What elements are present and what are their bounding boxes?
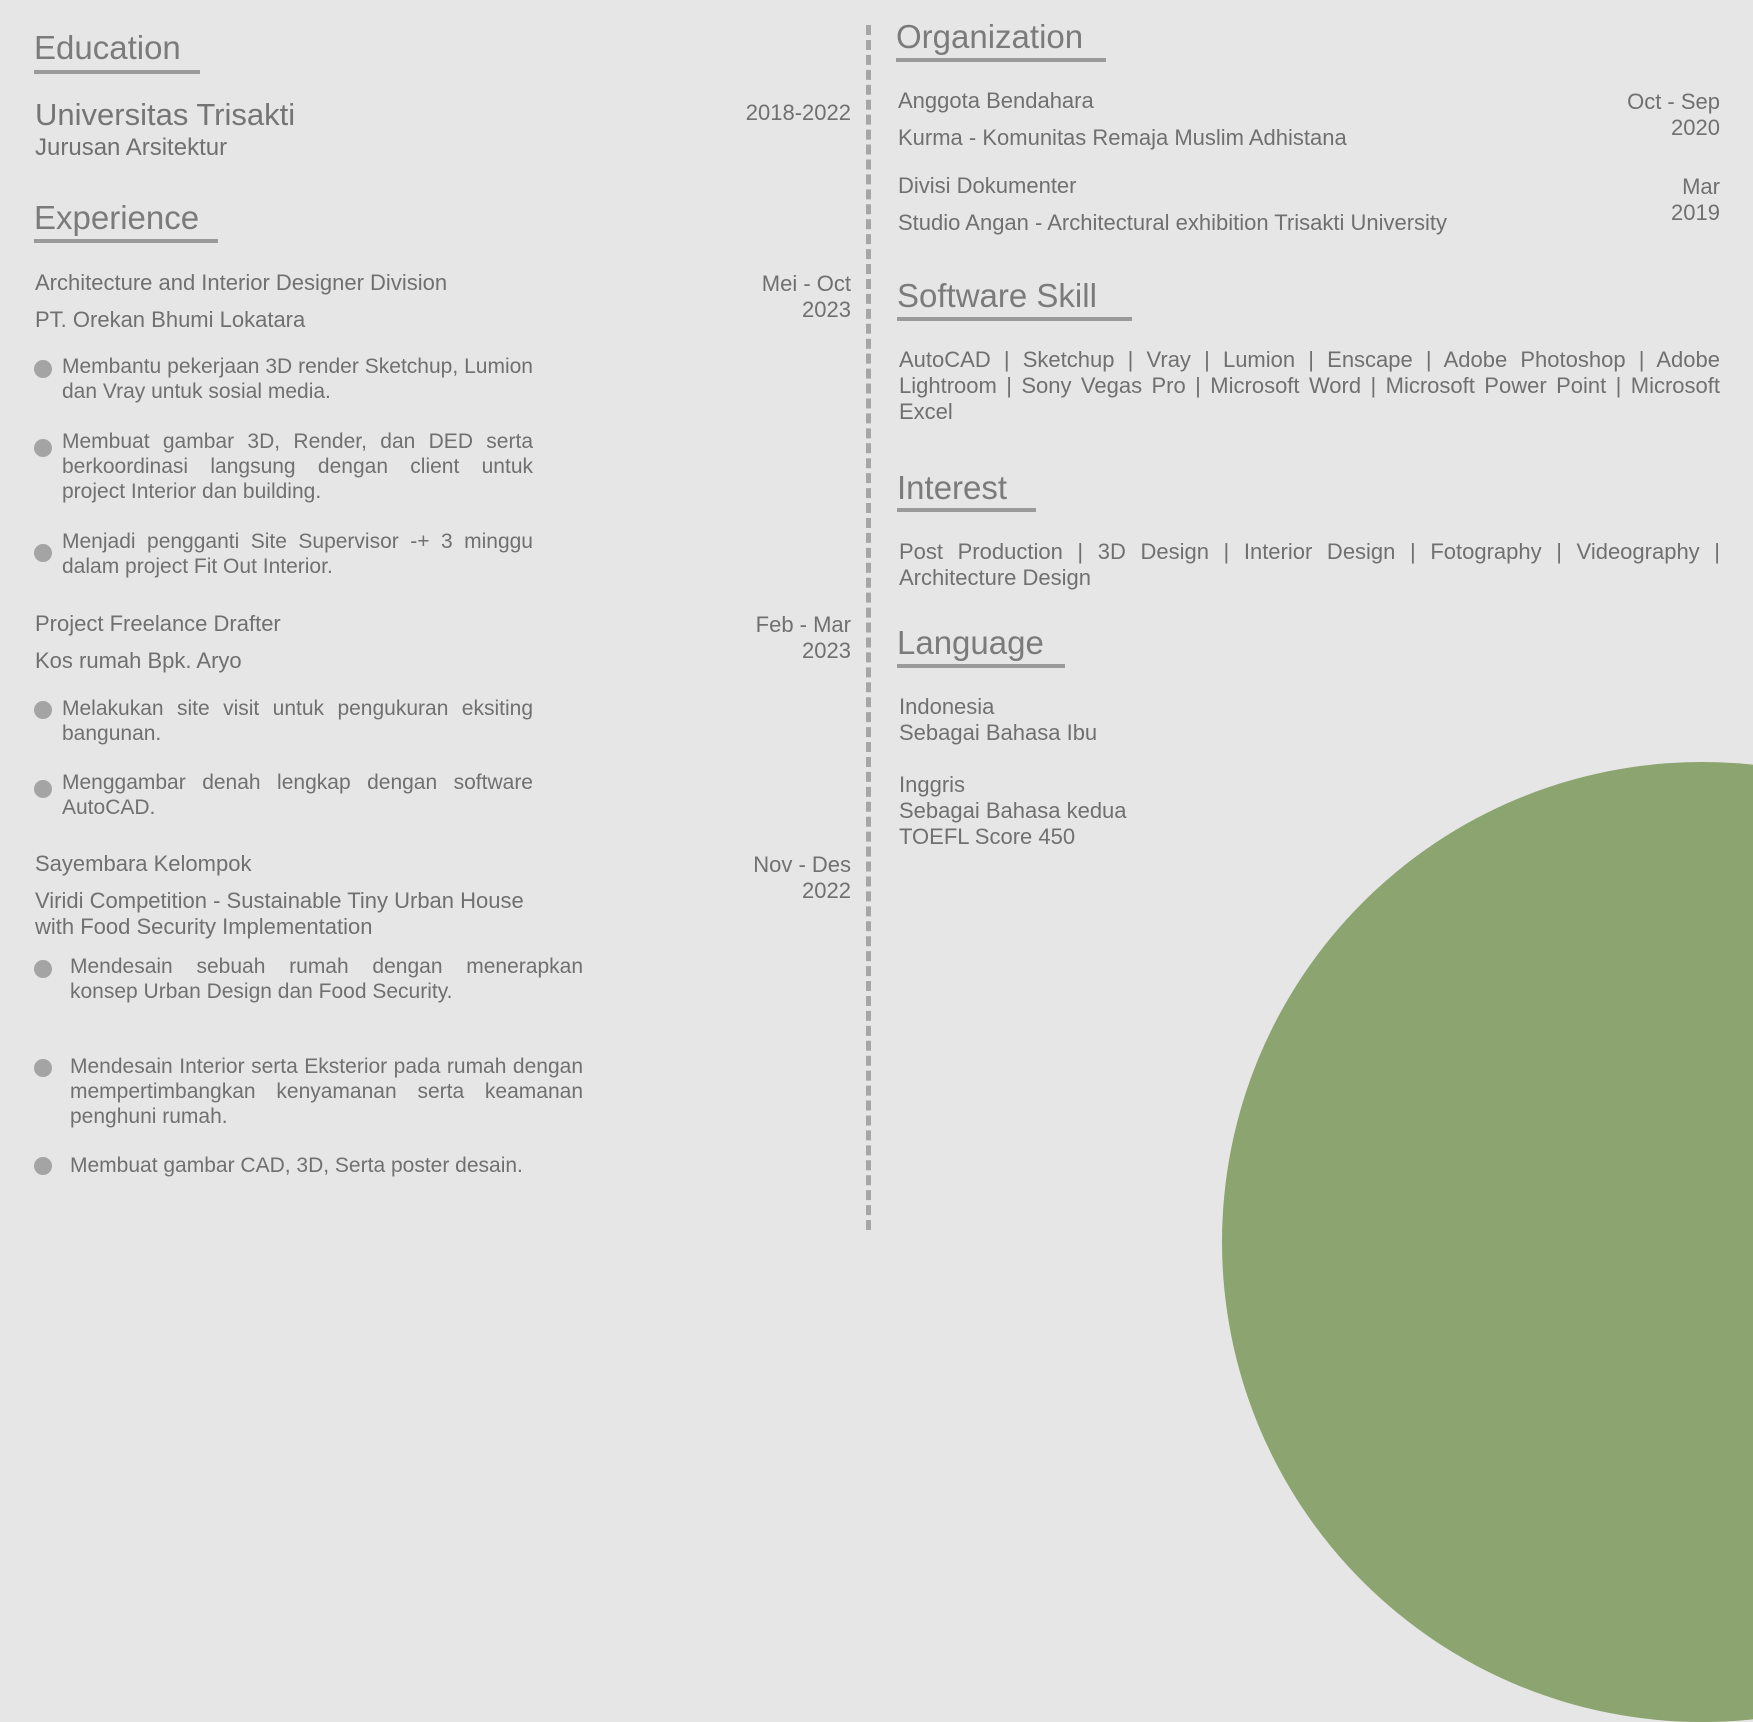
software-skill-list: AutoCAD | Sketchup | Vray | Lumion | Enscape | Adobe Photoshop | Adobe Lightroom | Sony Vegas Pro | Microsoft Word | Microsoft Power Point | Microsoft Excel: [899, 347, 1720, 424]
bullet-dot-icon: [34, 439, 52, 457]
education-school: Universitas Trisakti: [35, 97, 296, 132]
experience-date-line: 2022: [802, 878, 851, 903]
experience-role: Project Freelance Drafter: [35, 611, 281, 636]
experience-org: Kos rumah Bpk. Aryo: [35, 648, 242, 673]
experience-org: Viridi Competition - Sustainable Tiny Urban House with Food Security Implementation: [35, 888, 524, 939]
language-detail: Sebagai Bahasa Ibu: [899, 720, 1098, 745]
bullet-dot-icon: [34, 1059, 52, 1077]
experience-date-line: Mei - Oct: [761, 271, 851, 296]
education-major: Jurusan Arsitektur: [35, 134, 228, 161]
bullet-dot-icon: [34, 544, 52, 562]
organization-role: Divisi Dokumenter: [898, 173, 1077, 198]
experience-role: Sayembara Kelompok: [35, 851, 252, 876]
organization-date-line: Oct - Sep: [1627, 89, 1720, 114]
organization-org: Studio Angan - Architectural exhibition Trisakti University: [898, 210, 1448, 235]
software-heading-underline: [897, 317, 1132, 321]
experience-bullet-text: Membantu pekerjaan 3D render Sketchup, Lumion dan Vray untuk sosial media.: [62, 355, 533, 403]
software-heading: Software Skill: [897, 277, 1097, 314]
education-years: 2018-2022: [745, 100, 851, 125]
experience-heading-underline: [34, 239, 218, 243]
language-detail: TOEFL Score 450: [899, 824, 1076, 849]
interest-list: Post Production | 3D Design | Interior Design | Fotography | Videography | Architecture Design: [899, 539, 1720, 590]
organization-heading: Organization: [896, 18, 1084, 55]
experience-date-line: Feb - Mar: [755, 612, 851, 637]
interest-heading: Interest: [897, 469, 1008, 506]
interest-heading-underline: [897, 508, 1036, 512]
bullet-dot-icon: [34, 701, 52, 719]
experience-date: [762, 271, 851, 323]
experience-bullet-text: Melakukan site visit untuk pengukuran eksiting bangunan.: [62, 697, 533, 745]
experience-bullet-text: Membuat gambar 3D, Render, dan DED serta berkoordinasi langsung dengan client untuk project Interior dan building.: [62, 430, 533, 503]
experience-date-line: 2023: [802, 638, 851, 663]
language-item: [899, 772, 1127, 850]
organization-role: Anggota Bendahara: [898, 88, 1094, 113]
language-heading-underline: [897, 664, 1065, 668]
experience-date-line: 2023: [802, 297, 851, 322]
organization-heading-underline: [896, 58, 1106, 62]
decorative-green-circle: [1222, 762, 1753, 1722]
experience-bullet-text: Membuat gambar CAD, 3D, Serta poster desain.: [70, 1154, 523, 1177]
organization-date: [1671, 174, 1720, 226]
organization-date-line: 2020: [1671, 115, 1720, 140]
bullet-dot-icon: [34, 780, 52, 798]
experience-date: [756, 612, 851, 664]
experience-heading: Experience: [34, 199, 200, 236]
bullet-dot-icon: [34, 960, 52, 978]
experience-bullet-text: Menjadi pengganti Site Supervisor -+ 3 minggu dalam project Fit Out Interior.: [62, 530, 533, 578]
experience-role: Architecture and Interior Designer Division: [35, 270, 448, 295]
language-name: Inggris: [899, 772, 966, 797]
organization-date: [1627, 89, 1720, 141]
experience-bullet-text: Menggambar denah lengkap dengan software AutoCAD.: [62, 771, 533, 819]
experience-date: [753, 852, 851, 904]
language-detail: Sebagai Bahasa kedua: [899, 798, 1127, 823]
bullet-dot-icon: [34, 1157, 52, 1175]
education-heading-underline: [34, 70, 200, 74]
language-heading: Language: [897, 624, 1044, 661]
experience-org: PT. Orekan Bhumi Lokatara: [35, 307, 306, 332]
organization-org: Kurma - Komunitas Remaja Muslim Adhistana: [898, 125, 1347, 150]
experience-date-line: Nov - Des: [753, 852, 851, 877]
organization-date-line: Mar: [1682, 174, 1720, 199]
education-heading: Education: [34, 29, 181, 66]
experience-bullet-text: Mendesain sebuah rumah dengan menerapkan konsep Urban Design dan Food Security.: [70, 955, 583, 1003]
language-item: [899, 694, 1097, 746]
language-name: Indonesia: [899, 694, 995, 719]
bullet-dot-icon: [34, 360, 52, 378]
dashed-divider: [866, 25, 871, 1230]
organization-date-line: 2019: [1671, 200, 1720, 225]
experience-bullet-text: Mendesain Interior serta Eksterior pada rumah dengan mempertimbangkan kenyamanan serta keamanan penghuni rumah.: [70, 1055, 583, 1128]
